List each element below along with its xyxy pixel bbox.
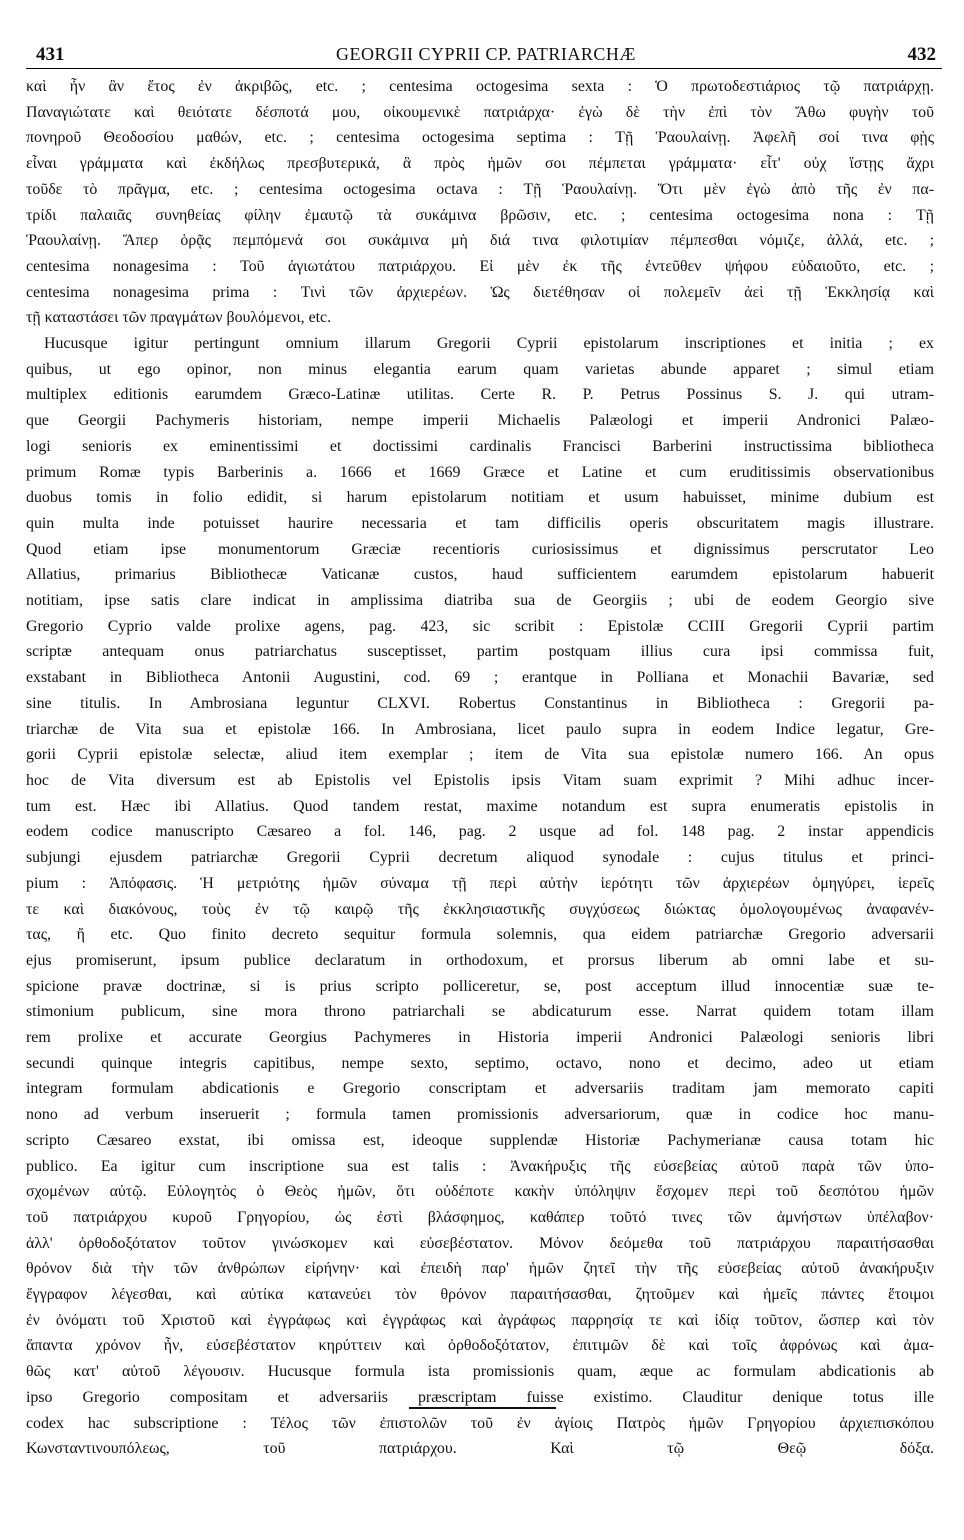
text-line: exstabant in Bibliotheca Antonii Augustini, cod. 69 ; erantque in Polliana et Monachii Bavariæ, sed xyxy=(26,669,934,687)
page-number-right: 432 xyxy=(907,44,936,65)
text-line: τοῦδε τὸ πρᾶγμα, etc. ; centesima octogesima octava : Τῇ Ῥαουλαίνῃ. Ὅτι μὲν ἐγὼ ἀπὸ τῆς ἐν πα- xyxy=(26,180,934,198)
text-line: primum Romæ typis Barberinis a. 1666 et 1669 Græce et Latine et cum eruditissimis observationibus xyxy=(26,463,934,481)
text-line: centesima nonagesima prima : Τινὶ τῶν ἀρχιερέων. Ὡς διετέθησαν οἱ πολεμεῖν ἀεὶ τῇ Ἐκκλησίᾳ καὶ xyxy=(26,283,934,301)
page-body xyxy=(26,74,934,1462)
text-line: spicione pravæ doctrinæ, si is prius scripto polliceretur, se, post acceptum illud innocentiæ suæ te- xyxy=(26,977,934,995)
text-line: σχομένων αὐτῷ. Εὐλογητὸς ὁ Θεὸς ἡμῶν, ὅτι οὐδέποτε κακὴν ὑπόληψιν ἔσχομεν περὶ τοῦ δεσπότου ἡμῶν xyxy=(26,1183,934,1201)
text-line: Παναγιώτατε καὶ θειότατε δέσποτά μου, οἰκουμενικὲ πατριάρχα· ἐγὼ δὲ τὴν ἐπὶ τὸν Ἄθω φυγὴν τοῦ xyxy=(26,103,934,121)
text-line: triarchæ de Vita sua et epistolæ 166. In Ambrosiana, licet paulo supra in eodem Indice legatur, Gre- xyxy=(26,720,934,738)
text-line: centesima nonagesima : Τοῦ ἁγιωτάτου πατριάρχου. Εἰ μὲν ἐκ τῆς ἐντεῦθεν ψήφου εὐδαιοῦτο, etc. ; xyxy=(26,257,934,275)
text-line: Ῥαουλαίνῃ. Ἅπερ ὁρᾷς πεμπόμενά σοι συκάμινα μὴ διά τινα φιλοτιμίαν πέμπεσθαι νόμιζε, ἀλλά, etc. ; xyxy=(26,232,934,250)
text-line: πονηροῦ Θεοδοσίου μαθών, etc. ; centesima octogesima septima : Τῇ Ῥαουλαίνῃ. Ἀφελῆ σοί τινα φῂς xyxy=(26,129,934,147)
text-line: ἔγγραφον λέγεσθαι, καὶ αὐτίκα κατανεύει τὸν θρόνον παραιτήσασθαι, ζητοῦμεν καὶ ἡμεῖς πάντες ἕτοιμοι xyxy=(26,1286,934,1304)
text-line: τρίδι παλαιᾶς συνηθείας φίλην ἐμαυτῷ τὰ συκάμινα βρῶσιν, etc. ; centesima octogesima nona : Τῇ xyxy=(26,206,934,224)
text-line: τῇ καταστάσει τῶν πραγμάτων βουλόμενοι, etc. xyxy=(26,309,332,327)
text-line: Hucusque igitur pertingunt omnium illarum Gregorii Cyprii epistolarum inscriptiones et initia ; ex xyxy=(44,335,934,353)
text-line: eodem codice manuscripto Cæsareo a fol. 146, pag. 2 usque ad fol. 148 pag. 2 instar appendicis xyxy=(26,823,934,841)
text-line: sine titulis. In Ambrosiana leguntur CLXVI. Robertus Constantinus in Bibliotheca : Gregorii pa- xyxy=(26,694,934,712)
text-line: gorii Cyprii epistolæ selectæ, aliud item exemplar ; item de Vita sua epistolæ numero 166. An opus xyxy=(26,746,934,764)
page-number-left: 431 xyxy=(36,44,65,65)
text-line: τοῦ πατριάρχου κυροῦ Γρηγορίου, ὡς ἐστὶ βλάσφημος, καθάπερ τοῦτό τινες τῶν ἀμνήστων ὑπέλαβον· xyxy=(26,1208,934,1226)
text-line: quibus, ut ego opinor, non minus elegantia earum quam varietas abunde apparet ; simul etiam xyxy=(26,360,934,378)
text-line: integram formulam abdicationis e Gregorio conscriptam et adversariis traditam jam memorato capiti xyxy=(26,1080,934,1098)
text-line: scripto Cæsareo exstat, ibi omissa est, ideoque supplendæ Historiæ Pachymerianæ causa totam hic xyxy=(26,1131,934,1149)
text-line: θρόνον διὰ τὴν τῶν ἀνθρώπων εἰρήνην· καὶ ἐπειδὴ παρ' ἡμῶν ζητεῖ τὴν τῆς εὐσεβείας αὐτοῦ ἀνακήρυξιν xyxy=(26,1260,934,1278)
text-line: Gregorio Cyprio valde prolixe agens, pag. 423, sic scribit : Epistolæ CCIII Gregorii Cyprii partim xyxy=(26,617,934,635)
text-line: εἶναι γράμματα καὶ ἐκδήλως πρεσβυτερικά, ἃ πρὸς ἡμῶν σοι πέμπεται γράμματα· εἶτ' οὐχ ἵστῃς ἄχρι xyxy=(26,155,934,173)
text-line: ejus promiserunt, ipsum publice declaratum in orthodoxum, et prorsus liberum ab omni labe et su- xyxy=(26,951,934,969)
text-line: θῶς κατ' αὐτοῦ λέγουσιν. Hucusque formula ista promissionis quam, æque ac formulam abdicationis ab xyxy=(26,1363,934,1381)
running-header xyxy=(36,44,936,66)
text-line: que Georgii Pachymeris historiam, nempe imperii Michaelis Palæologi et imperii Andronici Palæo- xyxy=(26,412,934,430)
text-line: hoc de Vita diversum est ab Epistolis vel Epistolis ipsis Vitam suam exprimit ? Mihi adhuc incer- xyxy=(26,771,934,789)
text-line: subjungi ejusdem patriarchæ Gregorii Cyprii decretum aliquod synodale : cujus titulus et princi- xyxy=(26,849,934,867)
text-line: scriptæ antequam onus patriarchatus susceptisset, partim postquam illius cura ipsi commissa fuit, xyxy=(26,643,934,661)
text-line: Allatius, primarius Bibliothecæ Vaticanæ custos, haud sufficientem earumdem epistolarum habuerit xyxy=(26,566,934,584)
text-line: τε καὶ διακόνους, τοὺς ἐν τῷ καιρῷ τῆς ἐκκλησιαστικῆς συγχύσεως διώκτας ὁμολογουμένως ἀναφανέν- xyxy=(26,900,934,918)
running-title: GEORGII CYPRII CP. PATRIARCHÆ xyxy=(336,44,636,64)
text-line: notitiam, ipse satis clare indicat in amplissima diatriba sua de Georgiis ; ubi de eodem Georgio sive xyxy=(26,592,934,610)
end-separator-rule xyxy=(409,1407,556,1409)
text-line: καὶ ἦν ἂν ἔτος ἐν ἀκριβῶς, etc. ; centesima octogesima sexta : Ὁ πρωτοδεστιάριος τῷ πατριάρχῃ. xyxy=(26,78,934,95)
text-line: pium : Ἀπόφασις. Ἡ μετριότης ἡμῶν σύναμα τῇ περὶ αὐτὴν ἱερότητι τῶν ἀρχιερέων ὁμηγύρει, ἱερεῖς xyxy=(26,874,934,892)
text-line: nono ad verbum inseruerit ; formula tamen promissionis adversariorum, quæ in codice hoc manu- xyxy=(26,1106,934,1124)
header-rule xyxy=(26,68,942,69)
text-line: τας, ἤ etc. Quo finito decreto sequitur formula solemnis, qua eidem patriarchæ Gregorio adversarii xyxy=(26,926,934,944)
text-line: multiplex editionis earumdem Græco-Latinæ utilitas. Certe R. P. Petrus Possinus S. J. qui utram- xyxy=(26,386,934,404)
text-line: ἅπαντα χρόνον ἦν, εὐσεβέστατον κηρύττειν καὶ ὀρθοδοξότατον, ἐπιτιμῶν δὲ καὶ τοῖς ἀφρόνως καὶ ἀμα- xyxy=(26,1337,934,1355)
text-line: Κωνσταντινουπόλεως, τοῦ πατριάρχου. Καὶ τῷ Θεῷ δόξα. xyxy=(26,1440,934,1458)
text-line: duobus tomis in folio edidit, si harum epistolarum notitiam et usum habuisset, minime dubium est xyxy=(26,489,934,507)
text-line: stimonium publicum, sine mora throno patriarchali se abdicaturum esse. Narrat quidem totam illam xyxy=(26,1003,934,1021)
text-line: rem prolixe et accurate Georgius Pachymeres in Historia imperii Andronici Palæologi senioris libri xyxy=(26,1029,934,1047)
text-line: tum est. Hæc ibi Allatius. Quod tandem restat, maxime notandum est supra enumeratis epistolis in xyxy=(26,797,934,815)
text-line: quin multa inde potuisset haurire necessaria et tam difficilis operis obscuritatem magis illustrare. xyxy=(26,514,934,532)
text-line: ipso Gregorio compositam et adversariis præscriptam fuisse existimo. Clauditur denique totus ille xyxy=(26,1388,934,1406)
text-line: codex hac subscriptione : Τέλος τῶν ἐπιστολῶν τοῦ ἐν ἁγίοις Πατρὸς ἡμῶν Γρηγορίου ἀρχιεπισκόπου xyxy=(26,1414,934,1432)
text-line: publico. Ea igitur cum inscriptione sua est talis : Ἀνακήρυξις τῆς εὐσεβείας αὐτοῦ παρὰ τῶν ὑπο- xyxy=(26,1157,934,1175)
text-line: secundi quinque integris capitibus, nempe sexto, septimo, octavo, nono et decimo, adeo ut etiam xyxy=(26,1054,934,1072)
text-line: ἐν ὀνόματι τοῦ Χριστοῦ καὶ ἐγγράφως καὶ ἐγγράφως καὶ ἀγράφως παρρησίᾳ τε καὶ ἰδίᾳ τοῦτον, ὥσπερ καὶ τὸν xyxy=(26,1311,934,1329)
text-line: Quod etiam ipse monumentorum Græciæ recentioris curiosissimus et dignissimus perscrutator Leo xyxy=(26,540,934,558)
text-line: logi senioris ex eminentissimi et doctissimi cardinalis Francisci Barberini instructissima bibliotheca xyxy=(26,437,934,455)
text-line: ἀλλ' ὀρθοδοξότατον τοῦτον γινώσκομεν καὶ εὐσεβέστατον. Μόνον δεόμεθα τοῦ πατριάρχου παραιτήσασθαι xyxy=(26,1234,934,1252)
